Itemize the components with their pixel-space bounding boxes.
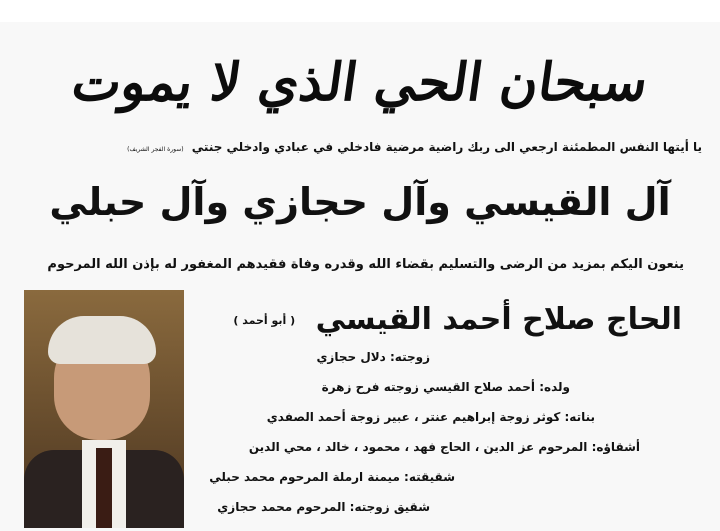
verse-text: يا أيتها النفس المطمئنة ارجعي الى ربك راضية مرضية فادخلي في عبادي وادخلي جنتي	[191, 140, 702, 154]
families-title: آل القيسي وآل حجازي وآل حبلي	[49, 180, 671, 224]
photo-jacket-left	[24, 450, 88, 528]
photo-jacket-right	[120, 450, 184, 528]
obituary-notice	[0, 22, 720, 531]
relative-wife: زوجته: دلال حجازي	[316, 350, 430, 364]
announcement-text: ينعون اليكم بمزيد من الرضى والتسليم بقضاء الله وقدره وفاة فقيدهم المغفور له بإذن الله المرحوم	[47, 257, 684, 272]
quran-verse	[127, 140, 702, 154]
nickname: ( أبو أحمد )	[233, 314, 296, 327]
deceased-name-line	[233, 302, 682, 337]
verse-source: (سورة الفجر الشريف)	[127, 146, 184, 153]
photo-tie	[96, 448, 112, 528]
relative-sister: شقيقته: ميمنة ارملة المرحوم محمد حبلي	[209, 470, 455, 484]
relative-wife-brother: شقيق زوجته: المرحوم محمد حجازي	[217, 500, 430, 514]
photo-hair	[48, 316, 156, 364]
deceased-name: الحاج صلاح أحمد القيسي	[315, 302, 682, 337]
relative-daughters: بناته: كوثر زوجة إبراهيم عنتر ، عبير زوجة أحمد الصفدي	[266, 410, 595, 424]
calligraphy-heading: سبحان الحي الذي لا يموت	[68, 52, 652, 113]
relative-brothers: أشقاؤه: المرحوم عز الدين ، الحاج فهد ، محمود ، خالد ، محي الدين	[248, 440, 640, 454]
relative-son: ولده: أحمد صلاح القيسي زوجته فرح زهرة	[321, 380, 570, 394]
deceased-photo	[24, 290, 184, 528]
top-bar	[0, 0, 720, 22]
